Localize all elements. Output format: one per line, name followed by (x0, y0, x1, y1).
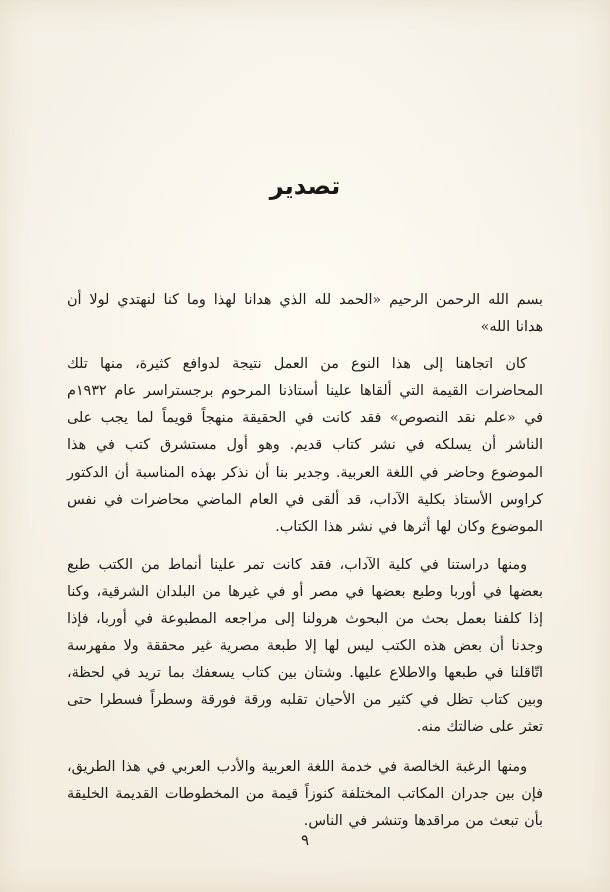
paragraph-2: ومنها دراستنا في كلية الآداب، فقد كانت تمر علينا أنماط من الكتب طبع بعضها في أوربا وطبع بعضها في مصر أو في غيرها من البلدان الشرقية، وكنا إذا كلفنا بعمل بحث من البحوث هرولنا إلى مراجعه المطبوعة في أوربا، فإذا وجدنا أن بعض هذه الكتب ليس لها إلا طبعة مصرية غير محققة ولا مفهرسة اتّاقلنا في طبعها والاطلاع عليها. وشتان بين كتاب يسعفك بما تريد في لحظة، وبين كتاب تظل في كثير من الأحيان تقلبه ورقة فورقة وسطراً فسطرا حتى تعثر على ضالتك منه. (67, 556, 543, 736)
page-title: تصدير (269, 172, 341, 200)
paragraph-3: ومنها الرغبة الخالصة في خدمة اللغة العربية والأدب العربي في هذا الطريق، فإن بين جدران المكاتب المختلفة كنوزاً قيمة من المخطوطات القديمة الخليقة بأن تبعث من مراقدها وتنشر في الناس. (67, 758, 543, 829)
paragraph-basmala: بسم الله الرحمن الرحيم «الحمد لله الذي هدانا لهذا وما كنا لنهتدي لولا أن هدانا الله» (67, 292, 543, 336)
page-number: ٩ (300, 831, 310, 849)
paragraph-1: كان اتجاهنا إلى هذا النوع من العمل نتيجة لدوافع كثيرة، منها تلك المحاضرات القيمة التي ألقاها علينا أستاذنا المرحوم برجستراسر عام ١٩٣٢م في «علم نقد النصوص» فقد كانت في الحقيقة منهجاً قويماً لما يجب على الناشر أن يسلكه في نشر كتاب قديم. وهو أول مستشرق كتب في هذا الموضوع وحاضر في اللغة العربية. وجدير بنا أن نذكر بهذه المناسبة أن الدكتور كراوس الأستاذ بكلية الآداب، قد ألقى في العام الماضي محاضرات في نفس الموضوع وكان لها أثرها في نشر هذا الكتاب. (67, 356, 543, 535)
page-body (67, 287, 543, 835)
